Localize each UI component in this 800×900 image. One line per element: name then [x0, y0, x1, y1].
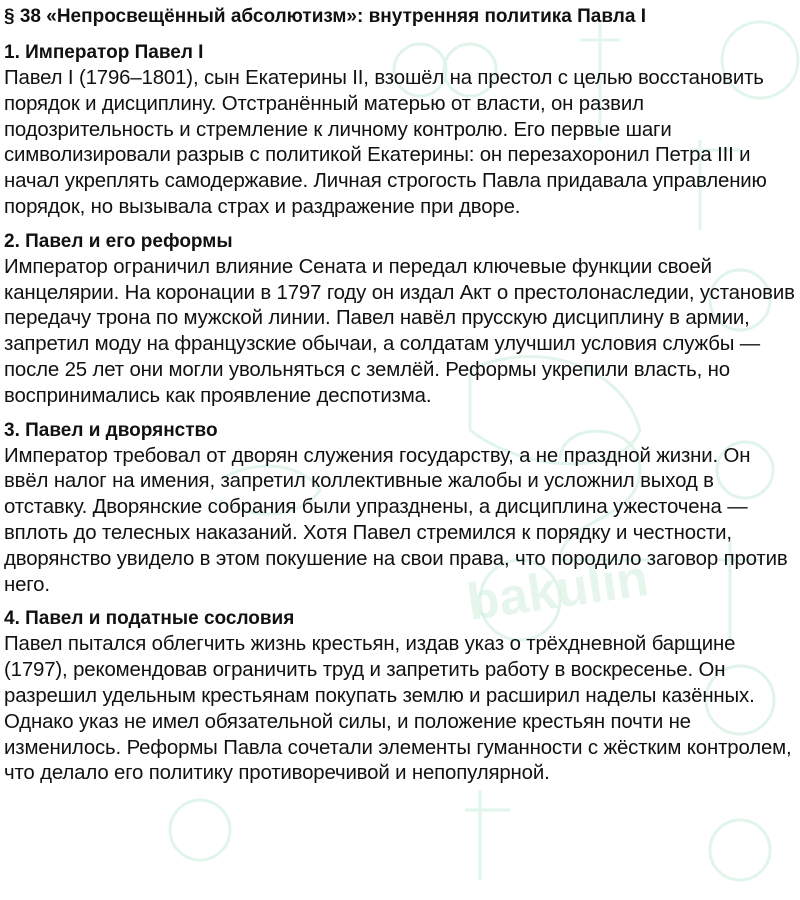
page-title: § 38 «Непросвещённый абсолютизм»: внутренняя политика Павла I: [4, 6, 646, 27]
section-heading: 2. Павел и его реформы: [4, 230, 233, 252]
section-4: [4, 606, 796, 787]
section-heading: 1. Император Павел I: [4, 42, 204, 63]
section-3: [4, 418, 796, 599]
section-1: [4, 40, 796, 221]
section-heading: 4. Павел и податные сословия: [4, 608, 295, 630]
section-paragraph: Павел I (1796–1801), сын Екатерины II, взошёл на престол с целью восстановить порядок и дисциплину. Отстранённый матерью от власти, он развил подозрительность и стремление к личному контролю. Его первые шаги символизировали разрыв с политикой Екатерины: он перезахоронил Петра III и начал укреплять самодержавие. Личная строгость Павла придавала управлению порядок, но вызывала страх и раздражение при дворе.: [4, 67, 767, 218]
document-content: [4, 0, 796, 787]
section-heading: 3. Павел и дворянство: [4, 419, 218, 441]
section-paragraph: Император ограничил влияние Сената и передал ключевые функции своей канцелярии. На коронации в 1797 году он издал Акт о престолонаследии, установив передачу трона по мужской линии. Павел навёл прусскую дисциплину в армии, запретил моду на французские обычаи, а солдатам улучшил условия службы — после 25 лет они могли увольняться с землёй. Реформы укрепили власть, но воспринимались как проявление деспотизма.: [4, 255, 795, 407]
section-paragraph: Император требовал от дворян служения государству, а не праздной жизни. Он ввёл налог на имения, запретил коллективные жалобы и усложнил выход в отставку. Дворянские собрания были упразднены, а дисциплина ужесточена — вплоть до телесных наказаний. Хотя Павел стремился к порядку и честности, дворянство увидело в этом покушение на свои права, что породило заговор против него.: [4, 444, 788, 596]
section-2: [4, 229, 796, 410]
watermark-text: bakulin: [463, 549, 652, 632]
section-paragraph: Павел пытался облегчить жизнь крестьян, издав указ о трёхдневной барщине (1797), рекомендовав ограничить труд и запретить работу в воскресенье. Он разрешил удельным крестьянам покупать землю и расширил наделы казённых. Однако указ не имел обязательной силы, и положение крестьян почти не изменилось. Реформы Павла сочетали элементы гуманности с жёстким контролем, что делало его политику противоречивой и непопулярной.: [4, 633, 792, 785]
